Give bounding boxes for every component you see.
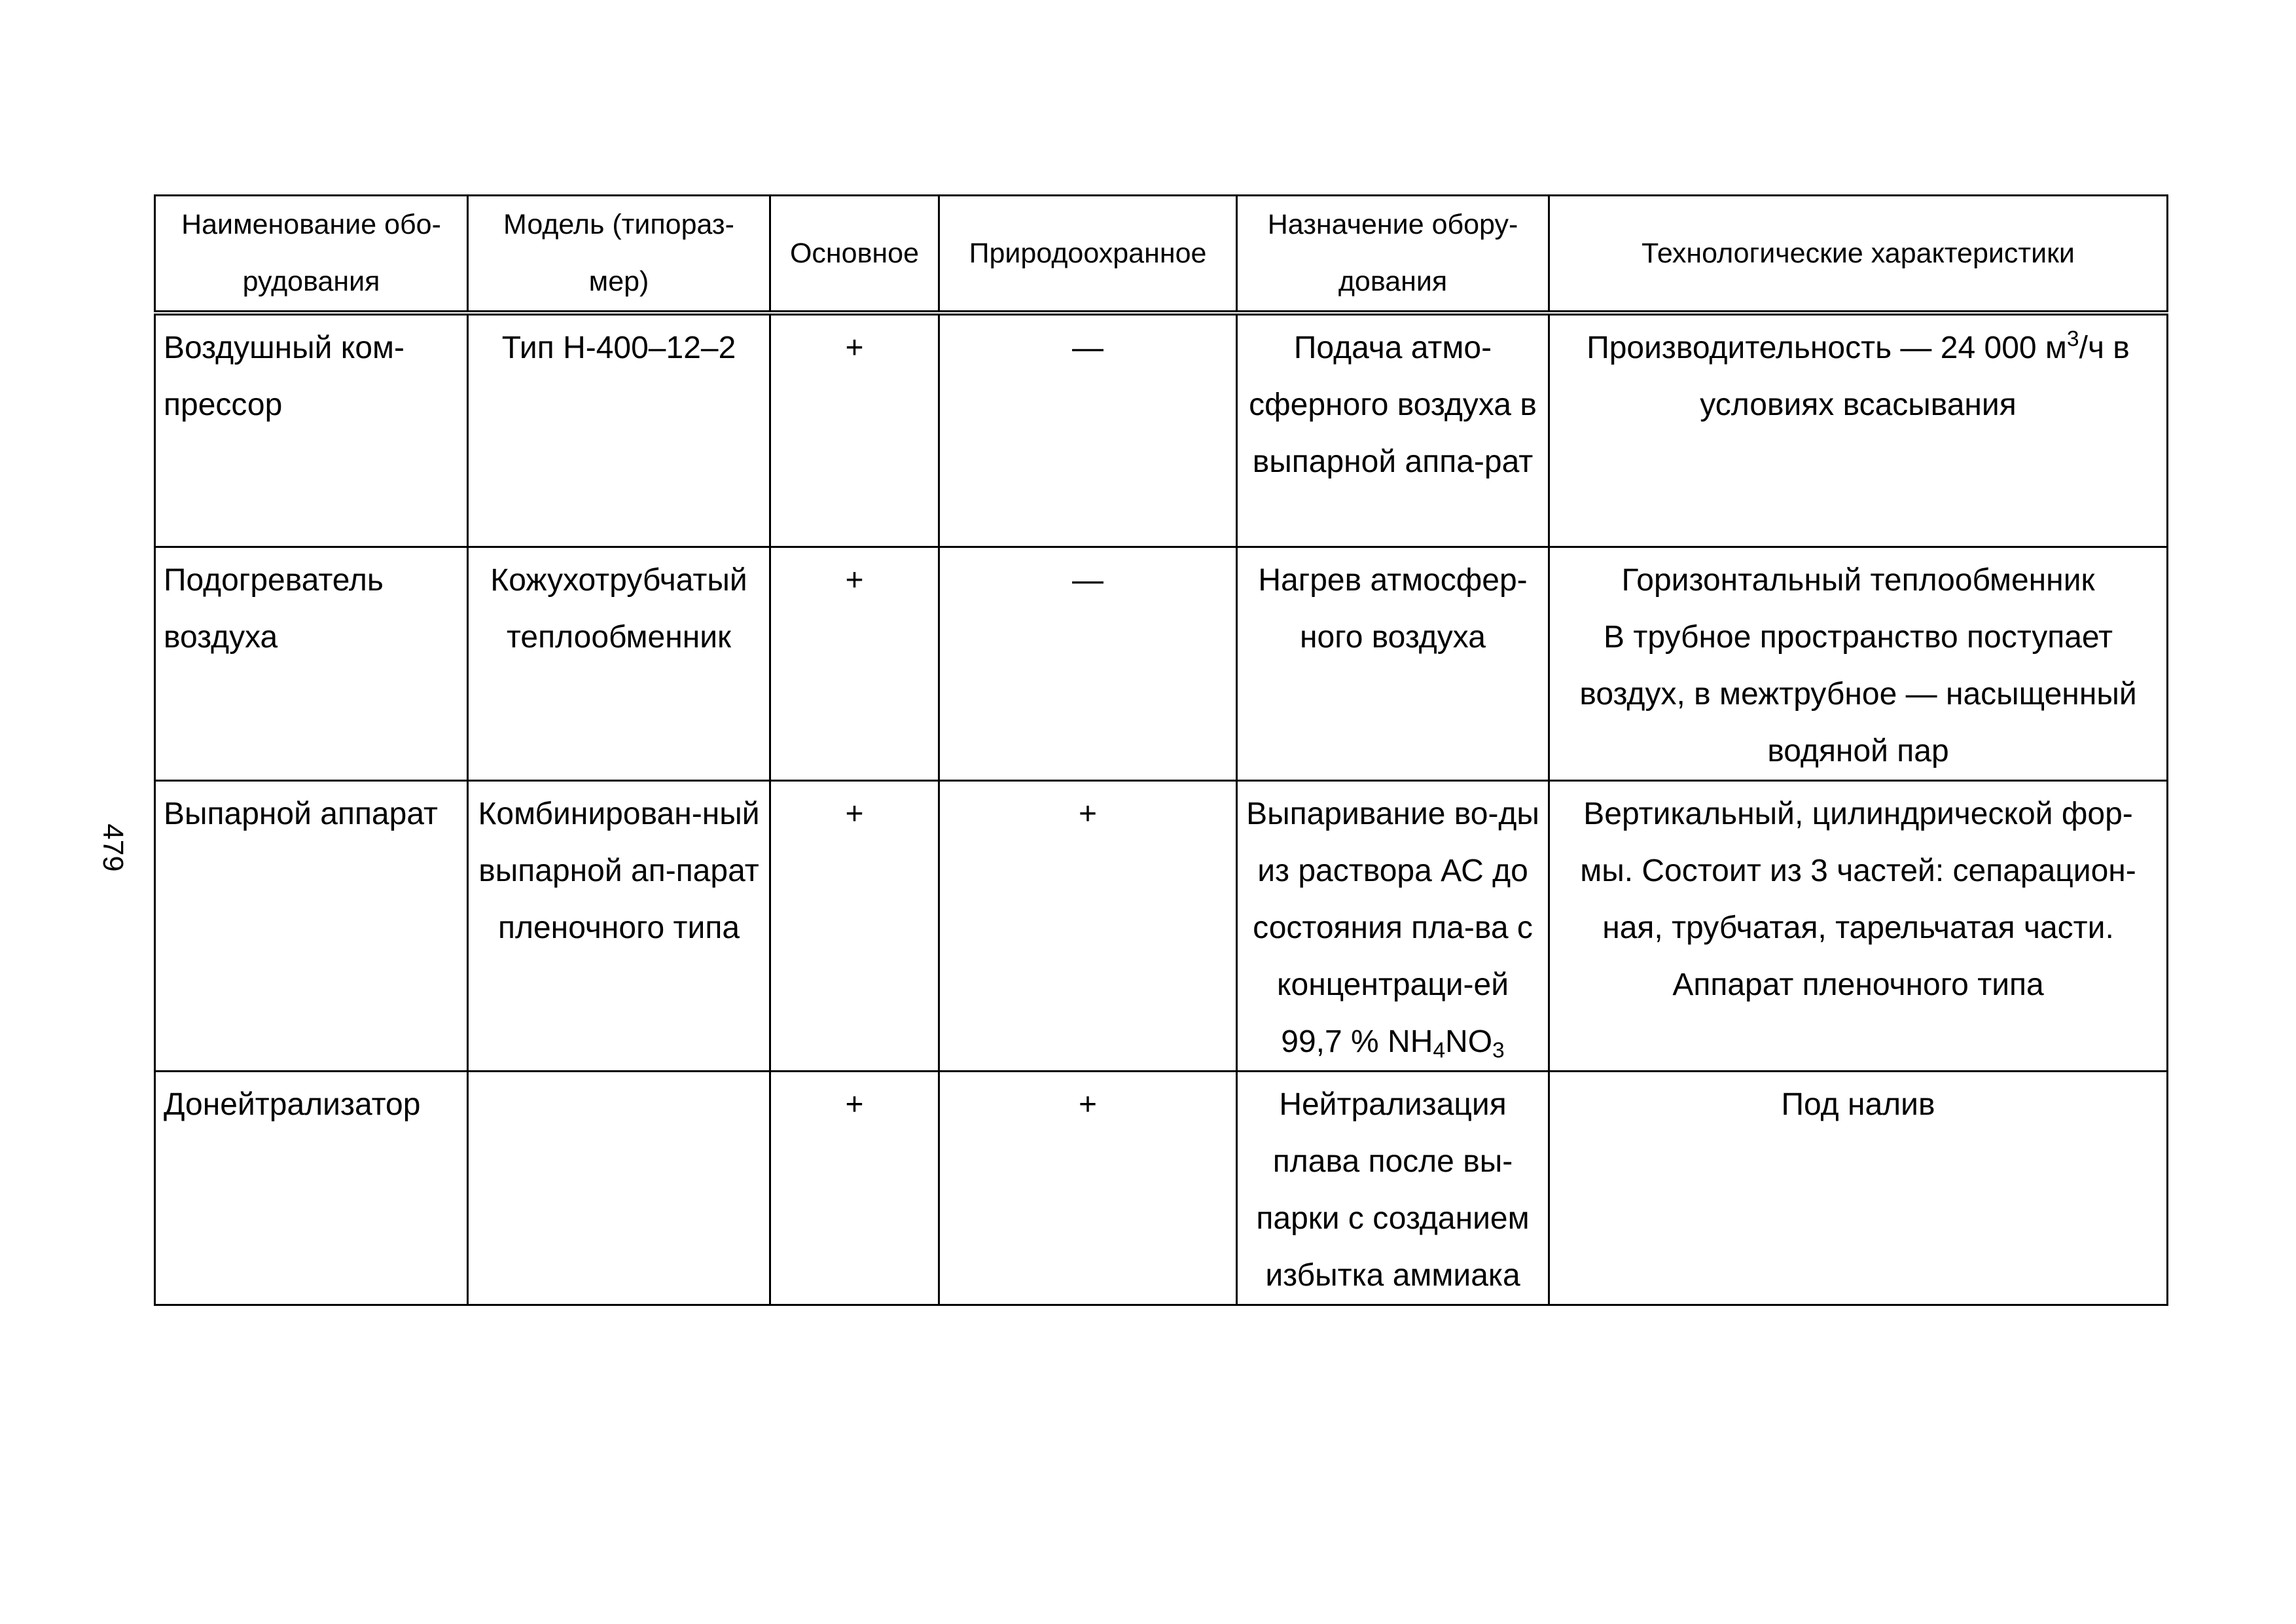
cell-environmental: + — [939, 1072, 1237, 1305]
superscript: 3 — [2066, 327, 2079, 352]
cell-equipment-name: Воздушный ком-прессор — [155, 313, 468, 547]
subscript: 4 — [1433, 1038, 1446, 1063]
cell-main: + — [770, 547, 939, 781]
table-row — [155, 1072, 2168, 1305]
specs-line: Горизонтальный теплообменник — [1621, 563, 2095, 598]
cell-environmental: + — [939, 781, 1237, 1072]
header-main: Основное — [770, 196, 939, 314]
header-purpose: Назначение обору-дования — [1237, 196, 1549, 314]
cell-purpose: Подача атмо-сферного воздуха в выпарной аппа-рат — [1237, 313, 1549, 547]
cell-main: + — [770, 313, 939, 547]
header-model: Модель (типораз-мер) — [468, 196, 770, 314]
cell-purpose — [1237, 781, 1549, 1072]
cell-model: Комбинирован-ный выпарной ап-парат пленочного типа — [468, 781, 770, 1072]
purpose-text: NO — [1445, 1024, 1493, 1059]
specs-text: Производительность — 24 000 м — [1587, 331, 2067, 365]
cell-tech-specs — [1549, 547, 2168, 781]
cell-model: Кожухотрубчатый теплообменник — [468, 547, 770, 781]
purpose-text: Выпаривание во-ды из раствора АС до состояния пла-ва с концентраци-ей 99,7 % NH — [1246, 797, 1539, 1059]
specs-text: /ч в условиях всасывания — [1700, 331, 2130, 422]
table-row — [155, 313, 2168, 547]
cell-equipment-name: Выпарной аппарат — [155, 781, 468, 1072]
header-environmental: Природоохранное — [939, 196, 1237, 314]
cell-equipment-name: Донейтрализатор — [155, 1072, 468, 1305]
cell-tech-specs: Вертикальный, цилиндрической фор-мы. Состоит из 3 частей: сепарацион-ная, трубчатая, тарельчатая части. Аппарат пленочного типа — [1549, 781, 2168, 1072]
table-row — [155, 547, 2168, 781]
specs-line: В трубное пространство поступает воздух, в межтрубное — насыщенный водяной пар — [1579, 620, 2137, 768]
cell-model: Тип Н-400–12–2 — [468, 313, 770, 547]
cell-main: + — [770, 781, 939, 1072]
cell-environmental: — — [939, 547, 1237, 781]
cell-purpose: Нейтрализация плава после вы-парки с созданием избытка аммиака — [1237, 1072, 1549, 1305]
page-number: 479 — [97, 823, 129, 872]
cell-environmental: — — [939, 313, 1237, 547]
header-tech-specs: Технологические характеристики — [1549, 196, 2168, 314]
subscript: 3 — [1492, 1038, 1505, 1063]
equipment-table — [154, 194, 2168, 1306]
cell-purpose: Нагрев атмосфер-ного воздуха — [1237, 547, 1549, 781]
cell-equipment-name: Подогреватель воздуха — [155, 547, 468, 781]
cell-model — [468, 1072, 770, 1305]
header-equipment-name: Наименование обо-рудования — [155, 196, 468, 314]
cell-tech-specs — [1549, 313, 2168, 547]
cell-main: + — [770, 1072, 939, 1305]
table-header-row — [155, 196, 2168, 314]
cell-tech-specs: Под налив — [1549, 1072, 2168, 1305]
table-row — [155, 781, 2168, 1072]
